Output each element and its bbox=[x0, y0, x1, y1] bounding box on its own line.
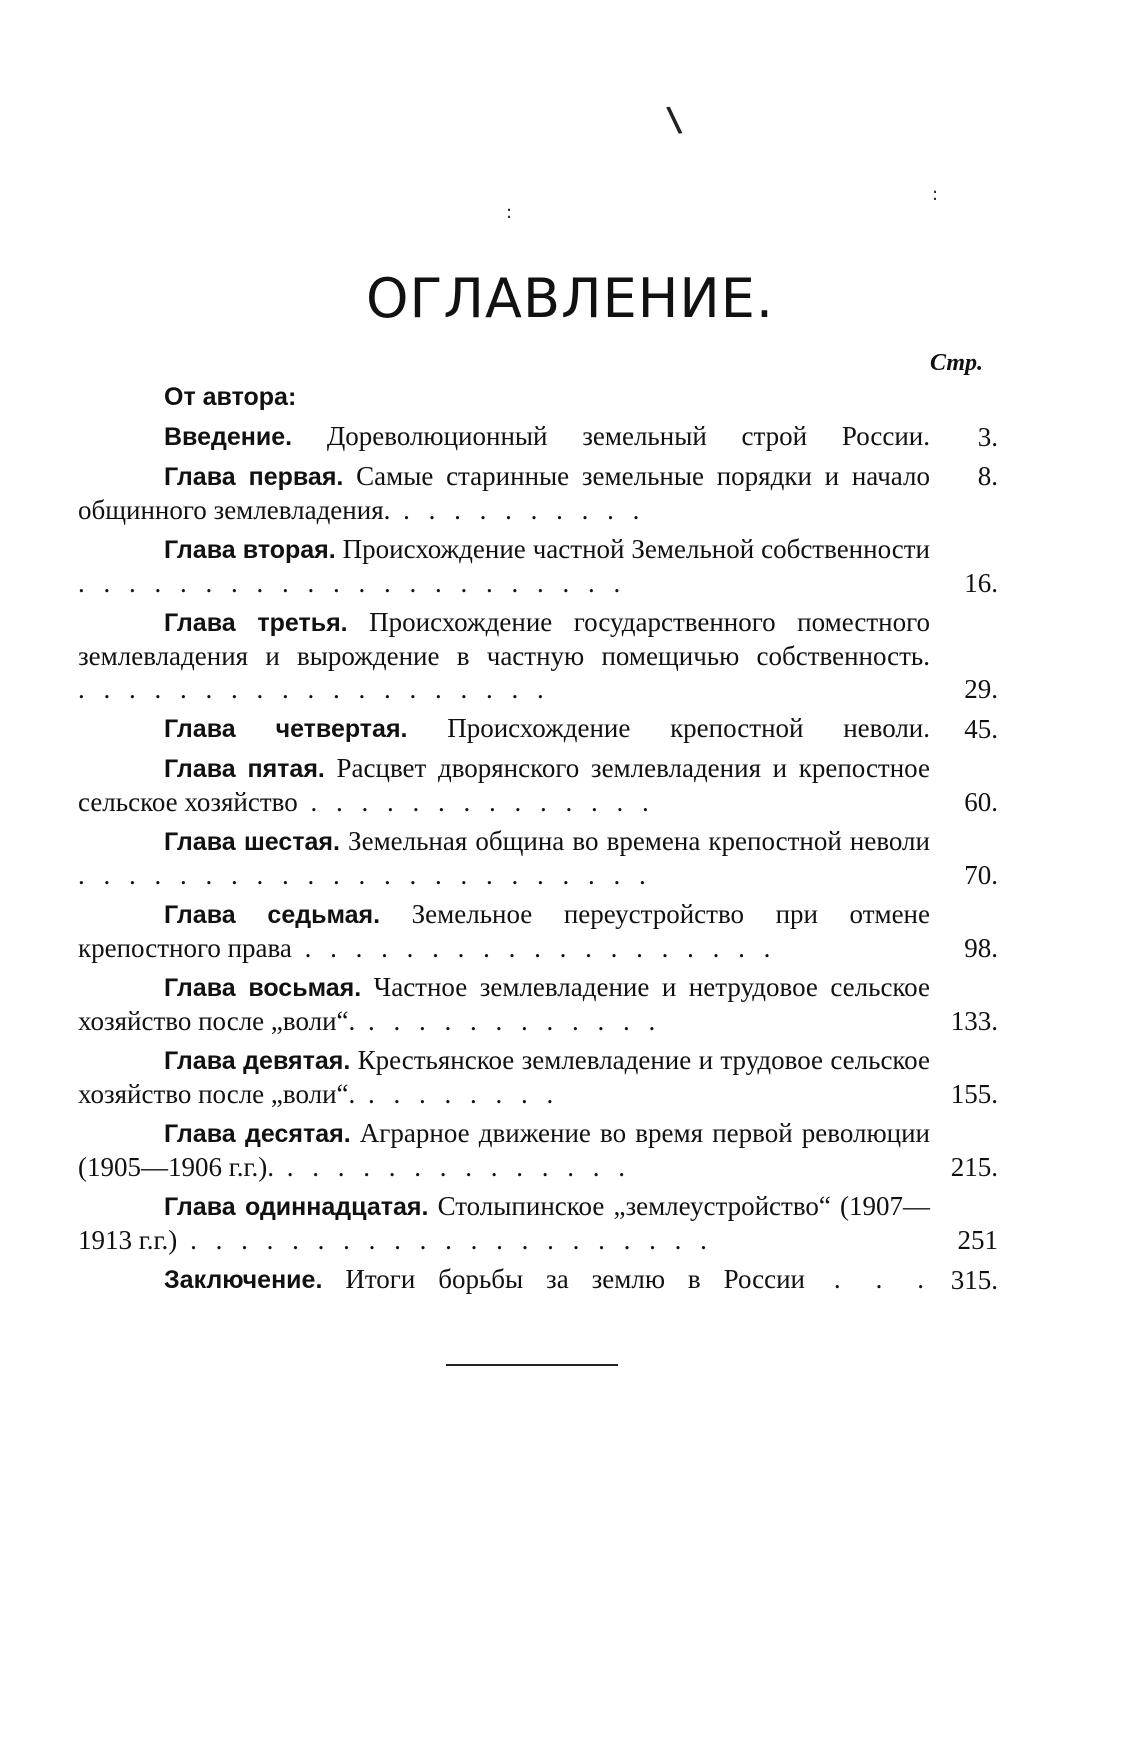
toc-entry-title: Земельная община во времена крепостной неволи bbox=[339, 826, 930, 856]
toc-entry-title: Столыпинское „землеустройство“ (1907—1913 г.г.) bbox=[78, 1191, 931, 1255]
toc-entry-text bbox=[78, 712, 930, 746]
table-of-contents bbox=[78, 380, 998, 1303]
toc-entry-chapter-6 bbox=[78, 825, 998, 892]
toc-entry-lead: Глава десятая. bbox=[164, 1120, 351, 1148]
toc-entry-lead: Заключение. bbox=[164, 1266, 323, 1294]
toc-entry-lead: Введение. bbox=[164, 423, 293, 451]
toc-entry-conclusion bbox=[78, 1263, 998, 1297]
toc-entry-title: Земельное переустройство при отмене крепостного права bbox=[78, 899, 930, 963]
toc-page-number: 215. bbox=[950, 1152, 998, 1182]
toc-entry-lead: Глава пятая. bbox=[164, 755, 325, 783]
toc-page-number: 3. bbox=[977, 422, 998, 452]
toc-entry-text bbox=[78, 1117, 930, 1184]
ink-mark-top: \ bbox=[665, 99, 684, 141]
toc-entry-chapter-11 bbox=[78, 1190, 998, 1257]
toc-entry-chapter-9 bbox=[78, 1044, 998, 1111]
toc-entry-title: Происхождение крепостной неволи. bbox=[407, 713, 931, 743]
toc-entry-text bbox=[78, 825, 930, 892]
leader-dots: . . . . . . . . . . . . . . . . . . . . . . . bbox=[78, 860, 652, 890]
toc-page-number: 70. bbox=[964, 860, 998, 890]
toc-entry-introduction bbox=[78, 420, 998, 454]
toc-entry-text bbox=[78, 1190, 930, 1257]
toc-entry-lead: Глава третья. bbox=[164, 609, 348, 637]
leader-dots: . . . . . . . . . . . . . . . . . . . . . bbox=[177, 1225, 713, 1255]
toc-entry-title: Происхождение частной Земельной собственности bbox=[335, 534, 930, 564]
leader-dots: . . . bbox=[804, 1264, 930, 1294]
toc-entry-text bbox=[78, 971, 930, 1038]
toc-entry-title: Частное землевладение и нетрудовое сельское хозяйство после „воли“. bbox=[78, 972, 930, 1036]
end-rule bbox=[446, 1364, 618, 1366]
ink-dot-right: : bbox=[932, 184, 939, 205]
toc-entry-text bbox=[78, 420, 930, 454]
toc-page-number: 8. bbox=[977, 461, 998, 491]
toc-entry-title: Итоги борьбы за землю в России bbox=[322, 1264, 805, 1294]
toc-entry-title: Дореволюционный земельный строй России. bbox=[292, 421, 930, 451]
toc-entry-lead: Глава одиннадцатая. bbox=[164, 1193, 429, 1221]
toc-entry-chapter-5 bbox=[78, 752, 998, 819]
toc-entry-text bbox=[78, 533, 930, 600]
toc-entry-text bbox=[78, 1044, 930, 1111]
toc-entry-title: Крестьянское землевладение и трудовое сельское хозяйство после „воли“. bbox=[78, 1045, 930, 1109]
toc-entry-lead: Глава седьмая. bbox=[164, 901, 381, 929]
toc-entry-text bbox=[78, 898, 930, 965]
toc-entry-text bbox=[78, 752, 930, 819]
toc-entry-text bbox=[78, 1263, 930, 1297]
toc-entry-lead: Глава четвертая. bbox=[164, 715, 408, 743]
toc-page-number: 16. bbox=[964, 568, 998, 598]
toc-entry-chapter-3 bbox=[78, 606, 998, 706]
leader-dots: . . . . . . . . . . . . bbox=[355, 1006, 662, 1036]
leader-dots: . . . . . . . . . . . . . . . . . . . bbox=[291, 933, 777, 963]
page-title: ОГЛАВЛЕНИЕ. bbox=[365, 267, 775, 330]
toc-page-number: 133. bbox=[950, 1006, 998, 1036]
toc-page-number: 45. bbox=[964, 714, 998, 744]
toc-entry-title: Самые старинные земельные порядки и начало общинного землевладения. bbox=[78, 461, 930, 525]
toc-page-number: 155. bbox=[950, 1079, 998, 1109]
toc-page-number: 29. bbox=[964, 674, 998, 704]
toc-page-number: 98. bbox=[964, 933, 998, 963]
toc-entry-lead: Глава вторая. bbox=[164, 536, 336, 564]
leader-dots: . . . . . . . . bbox=[355, 1079, 560, 1109]
ink-dot-left: : bbox=[506, 202, 513, 223]
toc-entry-lead: Глава шестая. bbox=[164, 828, 340, 856]
leader-dots: . . . . . . . . . . bbox=[390, 495, 646, 525]
leader-dots: . . . . . . . . . . . . . . bbox=[297, 787, 655, 817]
toc-entry-lead: От автора: bbox=[164, 383, 297, 411]
toc-entry-chapter-2 bbox=[78, 533, 998, 600]
toc-entry-from-author bbox=[78, 380, 998, 414]
toc-entry-chapter-1 bbox=[78, 460, 998, 527]
toc-entry-lead: Глава восьмая. bbox=[164, 974, 362, 1002]
toc-entry-lead: Глава первая. bbox=[164, 463, 344, 491]
leader-dots: . . . . . . . . . . . . . . . . . . . . . . bbox=[78, 568, 627, 598]
toc-page-number: 251 bbox=[957, 1225, 998, 1255]
toc-entry-text bbox=[78, 380, 930, 414]
toc-entry-chapter-10 bbox=[78, 1117, 998, 1184]
toc-entry-lead: Глава девятая. bbox=[164, 1047, 351, 1075]
toc-entry-chapter-8 bbox=[78, 971, 998, 1038]
toc-entry-title: Происхождение государственного поместного землевладения и вырождение в частную помещичью собственность. bbox=[78, 607, 930, 671]
toc-entry-text bbox=[78, 460, 930, 527]
toc-page-number: 60. bbox=[964, 787, 998, 817]
leader-dots: . . . . . . . . . . . . . . bbox=[274, 1152, 632, 1182]
toc-entry-chapter-7 bbox=[78, 898, 998, 965]
toc-entry-title: Аграрное движение во время первой революции (1905—1906 г.г.). bbox=[78, 1118, 930, 1182]
toc-entry-chapter-4 bbox=[78, 712, 998, 746]
leader-dots: . . . . . . . . . . . . . . . . . . . bbox=[78, 674, 550, 704]
toc-entry-text bbox=[78, 606, 930, 706]
toc-page-number: 315. bbox=[950, 1265, 998, 1295]
page-column-label: Стр. bbox=[930, 350, 984, 376]
toc-entry-title: Расцвет дворянского землевладения и крепостное сельское хозяйство bbox=[78, 753, 930, 817]
